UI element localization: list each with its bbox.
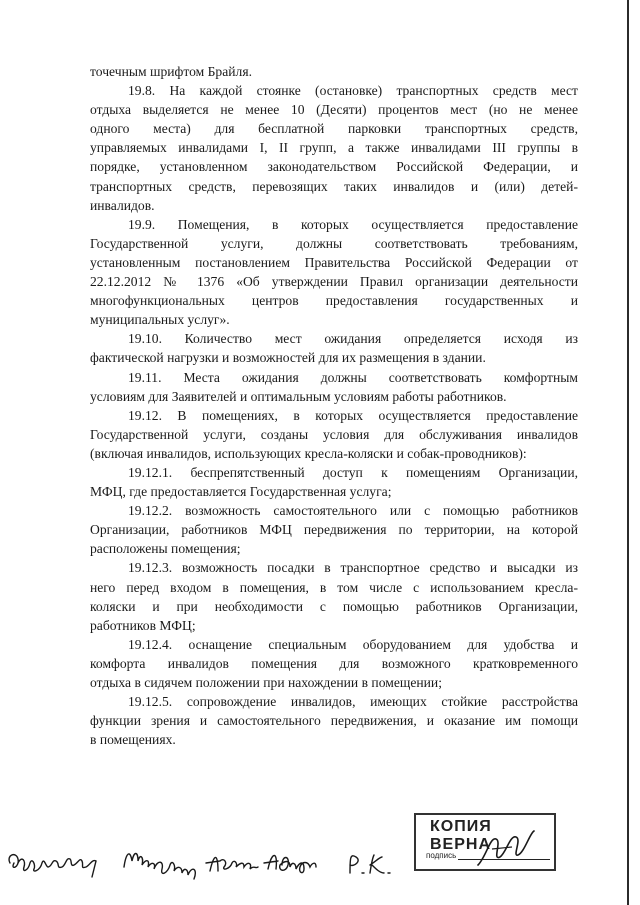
text-line: 19.12. В помещениях, в которых осуществляется предоставление (128, 407, 578, 423)
text-line: фактической нагрузки и возможностей для их размещения в здании. (90, 350, 486, 366)
text-line: управляемых инвалидами I, II групп, а также инвалидами III группы в (90, 140, 578, 156)
text-line: функции зрения и самостоятельного передвижения, и оказание им помощи (90, 713, 578, 729)
text-line: 19.12.2. возможность самостоятельного или с помощью работников (128, 503, 578, 519)
stamp-title: КОПИЯ ВЕРНА (430, 818, 492, 853)
text-line: 19.12.4. оснащение специальным оборудованием для удобства и (128, 636, 578, 652)
text-line: МФЦ, где предоставляется Государственная услуга; (90, 484, 392, 500)
handwritten-signature (6, 833, 406, 893)
text-line: работников МФЦ; (90, 617, 196, 633)
scan-edge-line (627, 0, 629, 905)
text-line: многофункциональных центров предоставления государственных и (90, 293, 578, 309)
text-line: одного места) для бесплатной парковки транспортных средств, (90, 121, 578, 137)
stamp-signature-icon (472, 827, 542, 871)
copy-certified-stamp (414, 813, 556, 871)
text-line: транспортных средств, перевозящих таких инвалидов и (или) детей- (90, 178, 578, 194)
text-line: 19.8. На каждой стоянке (остановке) транспортных средств мест (128, 83, 578, 99)
text-line: Организации, работников МФЦ передвижения по территории, на которой (90, 522, 578, 538)
text-line: 19.12.1. беспрепятственный доступ к помещениям Организации, (128, 464, 578, 480)
text-line: комфорта инвалидов помещения для возможного кратковременного (90, 655, 578, 671)
stamp-sign-label: подпись (426, 851, 457, 860)
document-body (90, 62, 578, 749)
text-line: установленным постановлением Правительства Российской Федерации от (90, 254, 578, 270)
text-line: отдыха в сидячем положении при нахождении в помещении; (90, 675, 442, 690)
text-line: (включая инвалидов, использующих кресла-коляски и собак-проводников): (90, 445, 527, 461)
text-line: в помещениях. (90, 732, 176, 748)
text-line: 19.12.5. сопровождение инвалидов, имеющих стойкие расстройства (128, 694, 578, 710)
text-line: 22.12.2012 № 1376 «Об утверждении Правил организации деятельности (90, 274, 578, 290)
signature-icon (6, 833, 406, 893)
text-line: точечным шрифтом Брайля. (90, 64, 252, 79)
text-line: Государственной услуги, должны соответствовать требованиям, (90, 235, 578, 251)
text-line: расположены помещения; (90, 541, 241, 557)
text-line: инвалидов. (90, 197, 155, 213)
text-line: коляски и при необходимости с помощью работников Организации, (90, 598, 578, 614)
text-line: 19.10. Количество мест ожидания определяется исходя из (128, 331, 578, 347)
text-line: муниципальных услуг». (90, 312, 230, 328)
text-line: условиям для Заявителей и оптимальным условиям работы работников. (90, 388, 507, 404)
text-line: Государственной услуги, созданы условия для обслуживания инвалидов (90, 426, 578, 442)
text-line: отдыха выделяется не менее 10 (Десяти) процентов мест (но не менее (90, 102, 578, 118)
text-line: него перед входом в помещения, в том числе с использованием кресла- (90, 579, 578, 595)
text-line: 19.9. Помещения, в которых осуществляется предоставление (128, 216, 578, 232)
text-line: 19.11. Места ожидания должны соответствовать комфортным (128, 369, 578, 385)
text-line: 19.12.3. возможность посадки в транспортное средство и высадки из (128, 560, 578, 576)
text-line: порядке, установленном законодательством Российской Федерации, и (90, 159, 578, 175)
